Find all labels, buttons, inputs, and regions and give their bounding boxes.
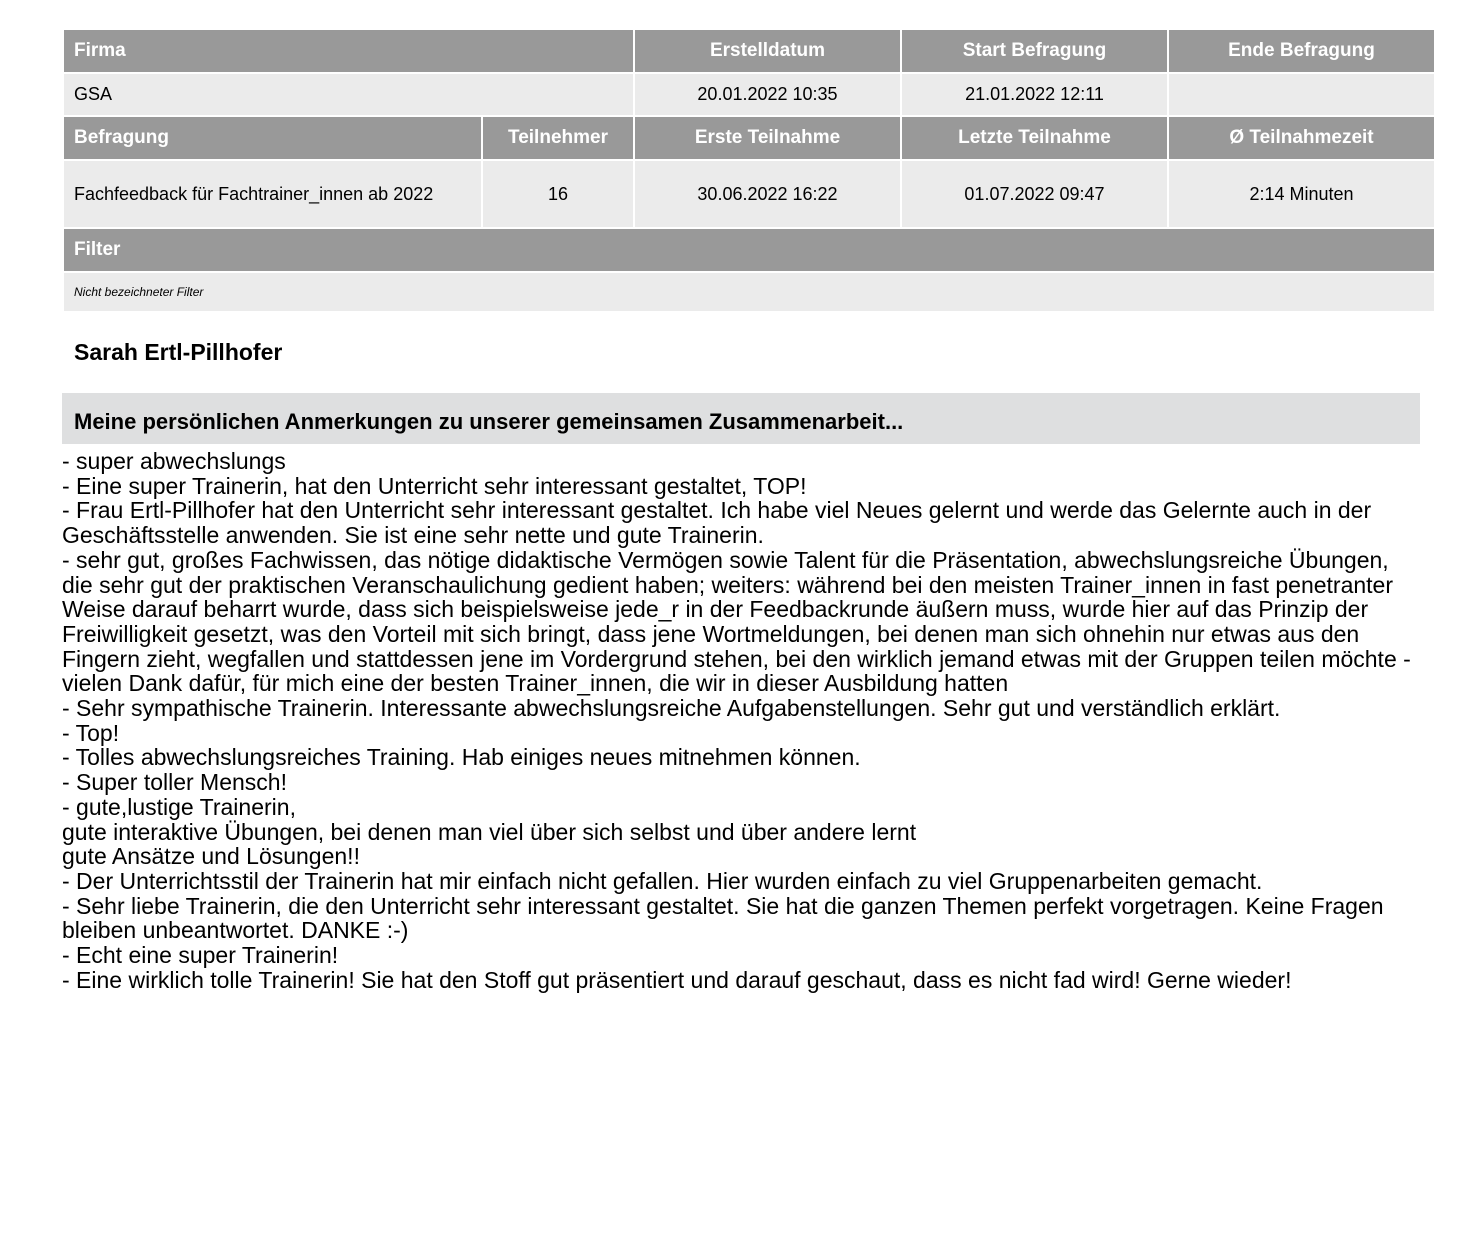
trainer-name: Sarah Ertl-Pillhofer — [74, 339, 283, 365]
filter-header-row — [63, 228, 1435, 272]
data-row-2 — [63, 160, 1435, 228]
letzte-teilnahme-value: 01.07.2022 09:47 — [901, 160, 1168, 228]
letzte-teilnahme-header: Letzte Teilnahme — [901, 116, 1168, 160]
erste-teilnahme-value: 30.06.2022 16:22 — [634, 160, 901, 228]
comment: - Der Unterrichtsstil der Trainerin hat mir einfach nicht gefallen. Hier wurden einfach zu viel Gruppenarbeiten gemacht. — [62, 867, 1263, 894]
survey-info-table — [62, 28, 1436, 313]
comment: - Eine wirklich tolle Trainerin! Sie hat den Stoff gut präsentiert und darauf geschaut, dass es nicht fad wird! Gerne wieder! — [62, 966, 1292, 993]
comment: - Echt eine super Trainerin! — [62, 942, 339, 969]
teilnahmezeit-header: Ø Teilnahmezeit — [1168, 116, 1435, 160]
start-value: 21.01.2022 12:11 — [901, 73, 1168, 116]
section-header — [62, 393, 1420, 444]
firma-header: Firma — [63, 29, 634, 73]
comment: - Top! — [62, 719, 120, 746]
section-title: Meine persönlichen Anmerkungen zu unserer gemeinsamen Zusammenarbeit... — [74, 409, 904, 434]
comment: - gute,lustige Trainerin, gute interaktive Übungen, bei denen man viel über sich selbst und über andere lernt gute Ansätze und Lösungen!! — [62, 793, 917, 870]
firma-value: GSA — [63, 73, 634, 116]
ende-value — [1168, 73, 1435, 116]
comment: - sehr gut, großes Fachwissen, das nötige didaktische Vermögen sowie Talent für die Präsentation, abwechslungsreiche Übungen, die sehr gut der praktischen Veranschaulichung gedient haben; weiters: während bei den meisten Trainer_innen in fast penetranter Weise darauf beharrt wurde, dass sich beispielsweise jede_r in der Feedbackrunde äußern muss, wurde hier auf das Prinzip der Freiwilligkeit gesetzt, was den Vorteil mit sich bringt, dass jene Wortmeldungen, bei denen man sich ohnehin nur etwas aus den Fingern zieht, wegfallen und stattdessen jene im Vordergrund stehen, bei den wirklich jemand etwas mit der Gruppen teilen möchte - vielen Dank dafür, für mich eine der besten Trainer_innen, die wir in dieser Ausbildung hatten — [62, 546, 1418, 697]
erstelldatum-value: 20.01.2022 10:35 — [634, 73, 901, 116]
ende-header: Ende Befragung — [1168, 29, 1435, 73]
filter-header: Filter — [63, 228, 1435, 272]
befragung-value: Fachfeedback für Fachtrainer_innen ab 2022 — [63, 160, 482, 228]
start-header: Start Befragung — [901, 29, 1168, 73]
filter-value: Nicht bezeichneter Filter — [63, 272, 1435, 312]
befragung-header: Befragung — [63, 116, 482, 160]
comment: - super abwechslungs — [62, 448, 286, 474]
header-row-2 — [63, 116, 1435, 160]
comment: - Super toller Mensch! — [62, 769, 287, 796]
erste-teilnahme-header: Erste Teilnahme — [634, 116, 901, 160]
teilnehmer-header: Teilnehmer — [482, 116, 634, 160]
comment: - Sehr sympathische Trainerin. Interessante abwechslungsreiche Aufgabenstellungen. Sehr gut und verständlich erklärt. — [62, 695, 1281, 722]
comments-list — [62, 449, 1422, 992]
data-row-1 — [63, 73, 1435, 116]
comment: - Tolles abwechslungsreiches Training. Hab einiges neues mitnehmen können. — [62, 744, 861, 771]
teilnehmer-value: 16 — [482, 160, 634, 228]
teilnahmezeit-value: 2:14 Minuten — [1168, 160, 1435, 228]
comment: - Eine super Trainerin, hat den Unterricht sehr interessant gestaltet, TOP! — [62, 472, 807, 499]
comment: - Sehr liebe Trainerin, die den Unterricht sehr interessant gestaltet. Sie hat die ganzen Themen perfekt vorgetragen. Keine Fragen bleiben unbeantwortet. DANKE :-) — [62, 892, 1390, 944]
erstelldatum-header: Erstelldatum — [634, 29, 901, 73]
header-row-1 — [63, 29, 1435, 73]
filter-row — [63, 272, 1435, 312]
comment: - Frau Ertl-Pillhofer hat den Unterricht sehr interessant gestaltet. Ich habe viel Neues gelernt und werde das Gelernte auch in der Geschäftsstelle anwenden. Sie ist eine sehr nette und gute Trainerin. — [62, 497, 1378, 549]
